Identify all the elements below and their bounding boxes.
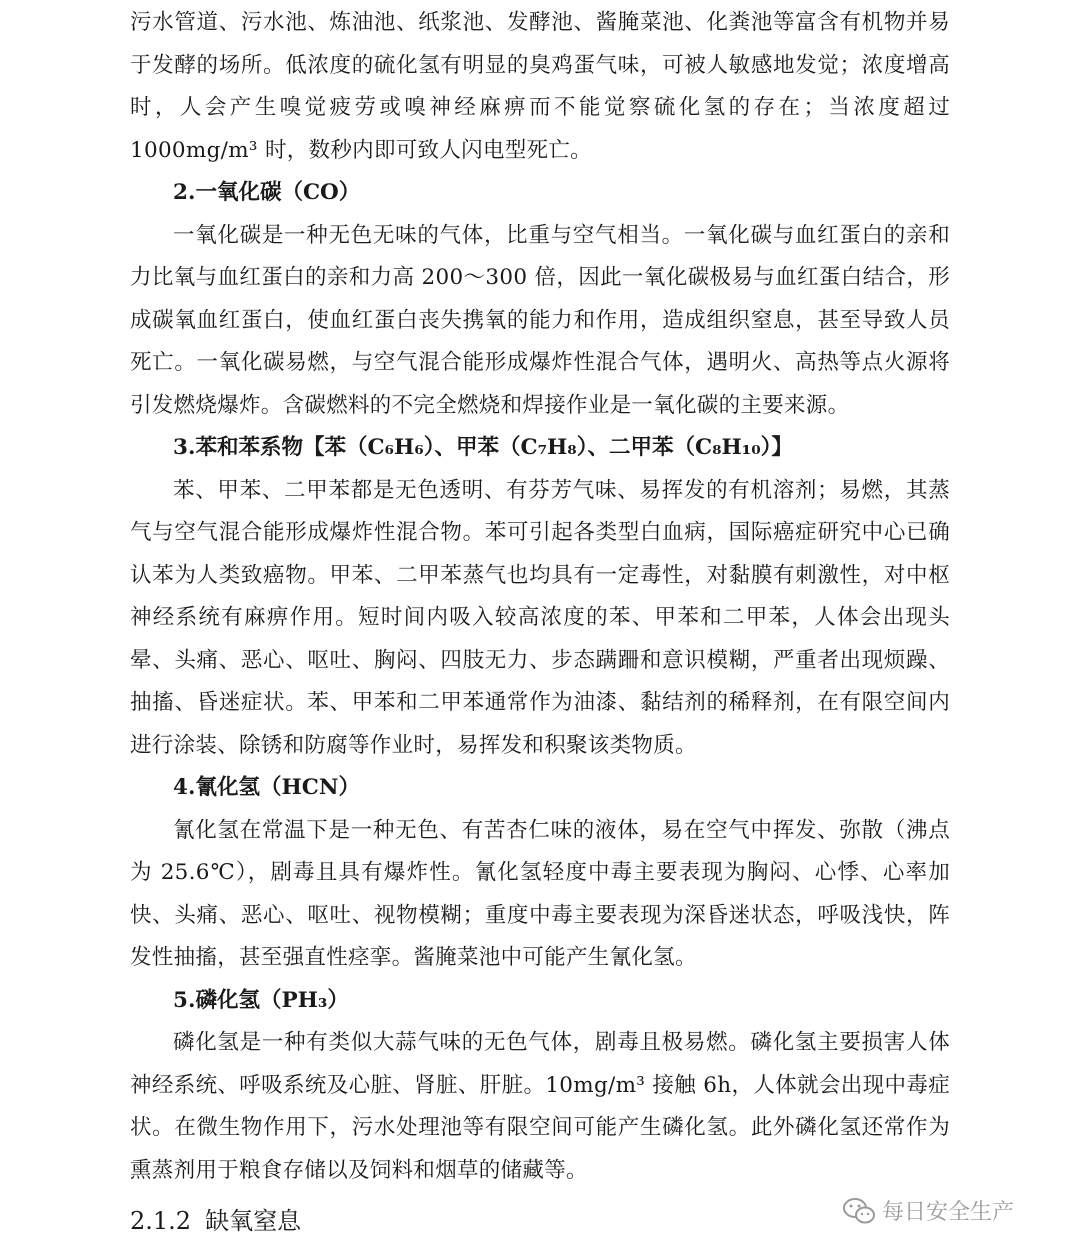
wechat-icon bbox=[842, 1197, 876, 1225]
heading-hydrogen-cyanide: 4.氰化氢（HCN） bbox=[173, 775, 361, 800]
paragraph-phosphine: 磷化氢是一种有类似大蒜气味的无色气体，剧毒且极易燃。磷化氢主要损害人体神经系统、呼吸系统及心脏、肾脏、肝脏。10mg/m³ 接触 6h，人体就会出现中毒症状。在微生物作用下，污水处理池等有限空间可能产生磷化氢。此外磷化氢还常作为熏蒸剂用于粮食存储以及饲料和烟草的储藏等。 bbox=[130, 1030, 950, 1183]
heading-benzene: 3.苯和苯系物【苯（C₆H₆）、甲苯（C₇H₈）、二甲苯（C₈H₁₀）】 bbox=[173, 435, 793, 460]
section-title: 缺氧窒息 bbox=[205, 1207, 302, 1235]
heading-carbon-monoxide: 2.一氧化碳（CO） bbox=[173, 180, 361, 205]
paragraph-carbon-monoxide: 一氧化碳是一种无色无味的气体，比重与空气相当。一氧化碳与血红蛋白的亲和力比氧与血红蛋白的亲和力高 200～300 倍，因此一氧化碳极易与血红蛋白结合，形成碳氧血红蛋白，使血红蛋白丧失携氧的能力和作用，造成组织窒息，甚至导致人员死亡。一氧化碳易燃，与空气混合能形成爆炸性混合气体，遇明火、高热等点火源将引发燃烧爆炸。含碳燃料的不完全燃烧和焊接作业是一氧化碳的主要来源。 bbox=[130, 222, 950, 418]
watermark bbox=[842, 1195, 1014, 1226]
intro-paragraph: 污水管道、污水池、炼油池、纸浆池、发酵池、酱腌菜池、化粪池等富含有机物并易于发酵的场所。低浓度的硫化氢有明显的臭鸡蛋气味，可被人敏感地发觉；浓度增高时，人会产生嗅觉疲劳或嗅神经麻痹而不能觉察硫化氢的存在；当浓度超过 1000mg/m³ 时，数秒内即可致人闪电型死亡。 bbox=[130, 10, 950, 163]
section-number: 2.1.2 bbox=[130, 1207, 192, 1235]
paragraph-benzene: 苯、甲苯、二甲苯都是无色透明、有芬芳气味、易挥发的有机溶剂；易燃，其蒸气与空气混合能形成爆炸性混合物。苯可引起各类型白血病，国际癌症研究中心已确认苯为人类致癌物。甲苯、二甲苯蒸气也均具有一定毒性，对黏膜有刺激性，对中枢神经系统有麻痹作用。短时间内吸入较高浓度的苯、甲苯和二甲苯，人体会出现头晕、头痛、恶心、呕吐、胸闷、四肢无力、步态蹒跚和意识模糊，严重者出现烦躁、抽搐、昏迷症状。苯、甲苯和二甲苯通常作为油漆、黏结剂的稀释剂，在有限空间内进行涂装、除锈和防腐等作业时，易挥发和积聚该类物质。 bbox=[130, 477, 950, 758]
heading-phosphine: 5.磷化氢（PH₃） bbox=[173, 987, 349, 1013]
paragraph-hydrogen-cyanide: 氰化氢在常温下是一种无色、有苦杏仁味的液体，易在空气中挥发、弥散（沸点为 25.6℃），剧毒且具有爆炸性。氰化氢轻度中毒主要表现为胸闷、心悸、心率加快、头痛、恶心、呕吐、视物模糊；重度中毒主要表现为深昏迷状态，呼吸浅快，阵发性抽搐，甚至强直性痉挛。酱腌菜池中可能产生氰化氢。 bbox=[130, 817, 950, 970]
watermark-text: 每日安全生产 bbox=[882, 1200, 1015, 1225]
section-heading-hypoxia bbox=[130, 1200, 950, 1243]
document-page bbox=[130, 0, 950, 1243]
